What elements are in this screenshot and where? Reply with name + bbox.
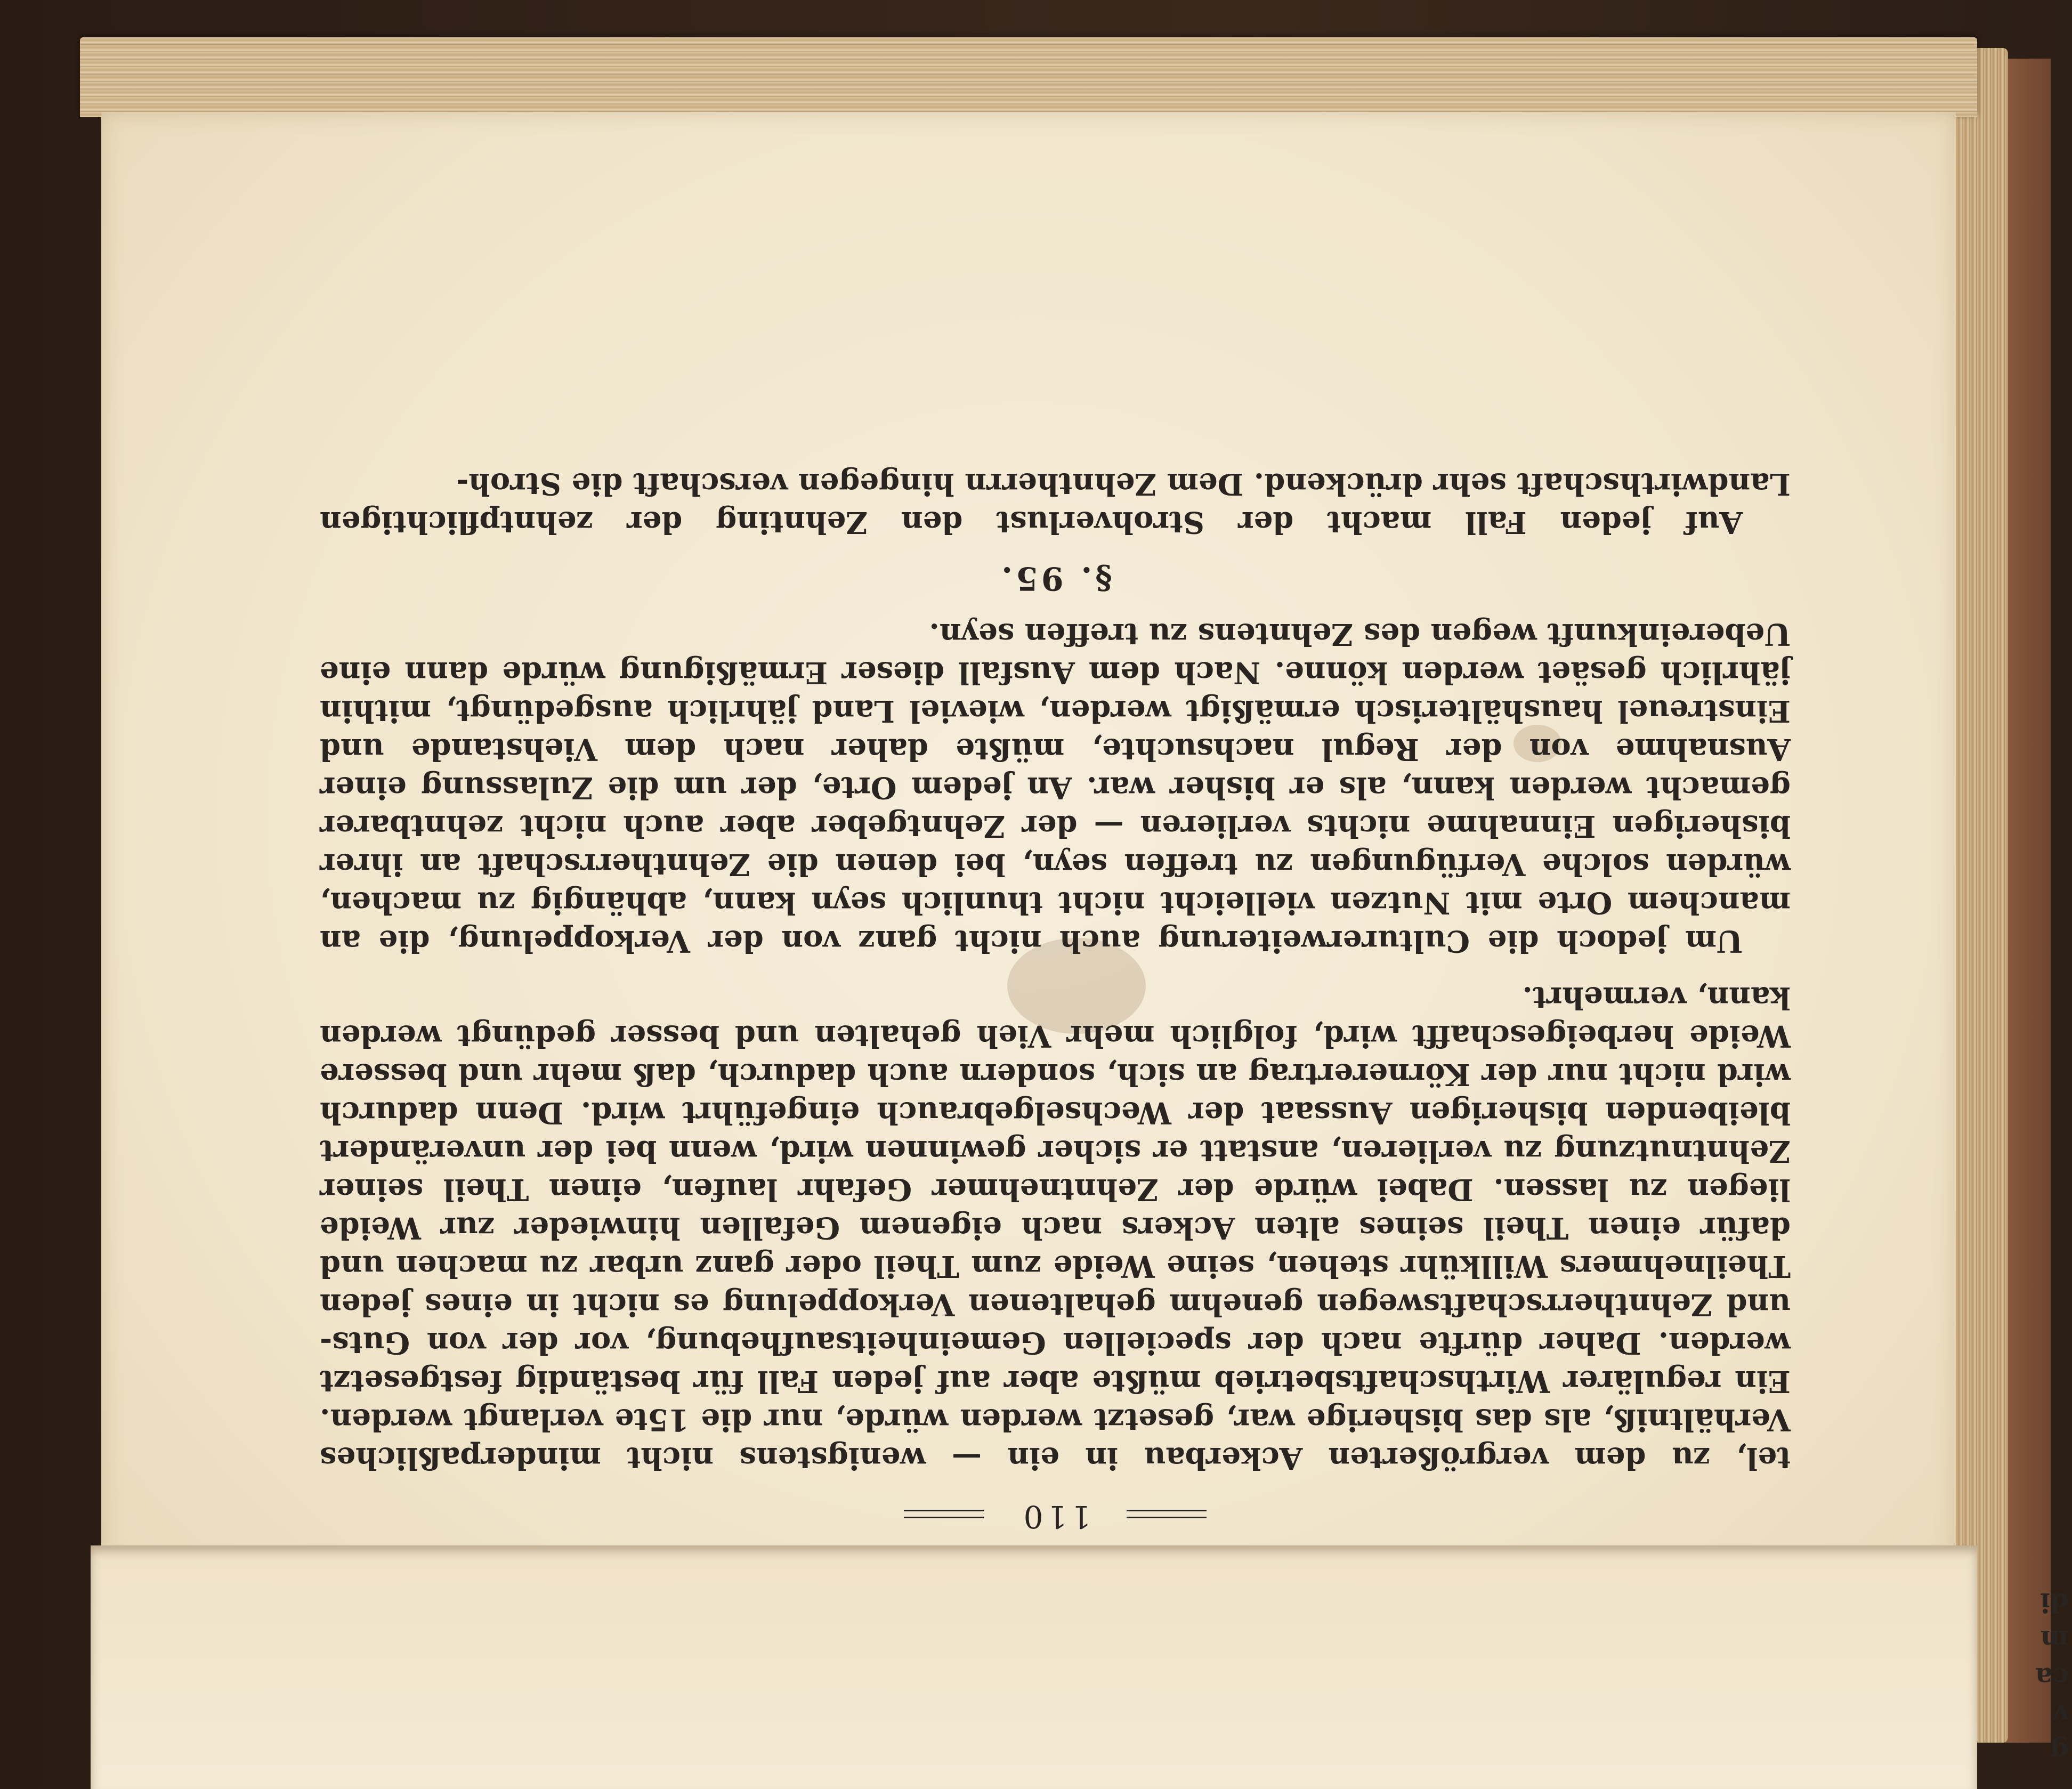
page-number: 110 [1019, 1499, 1091, 1535]
facing-fragment: v [2053, 1699, 2069, 1730]
paragraph-2: Um jedoch die Culturerweiterung auch nicht ganz von der Verkoppelung, die an manchem Orte mit Nutzen vielleicht nicht thunlich seyn kann, abhängig zu machen, würden solche Verfügungen zu treffen seyn, bei denen die Zehntherrschaft an ihrer bisherigen Einnahme nichts verlieren — der Zehntgeber aber auch nicht zehntbarer gemacht werden kann, als er bisher war. An jedem Orte, der um die Zulassung einer Ausnahme von der Regul nachsuchte, müßte daher nach dem Viehstande und Einstreuel haushälterisch ermäßigt werden, wieviel Land jährlich ausgedüngt, mithin jährlich gesäet werden könne. Nach dem Ausfall dieser Ermäßigung würde dann eine Uebereinkunft wegen des Zehntens zu treffen seyn. [320, 617, 1791, 959]
paragraph-3: Auf jeden Fall macht der Strohverlust den Zehnting der zehntpflichtigen Landwirthschaft sehr drückend. Dem Zehntherrn hingegen verschaft die Stroh- [320, 466, 1791, 540]
section-heading: §. 95. [998, 560, 1112, 597]
facing-fragment: m [2041, 1624, 2069, 1656]
facing-page [91, 1545, 1977, 1789]
page-header [320, 1499, 1791, 1535]
header-rule [904, 1510, 984, 1518]
facing-fragment: ca [2035, 1662, 2069, 1693]
facing-fragment: di [2040, 1587, 2069, 1618]
page-text-block [320, 416, 1791, 1535]
facing-fragment: g [2050, 1736, 2069, 1768]
page-edges-top [80, 37, 1977, 117]
page-edges-right [1949, 48, 2008, 1743]
paragraph-1: tel, zu dem vergrößerten Ackerbau in ein — wenigstens nicht minderpaßliches Verhältniß, als das bisherige war, gesetzt werden würde, nur die 15te verlangt werden. Ein regulärer Wirthschaftsbetrieb müßte aber auf jeden Fall für beständig festgesetzt werden. Daher dürfte nach der speciellen Gemeinheitsaufhebung, vor der von Guts- und Zehntherrschaftswegen genehm gehaltenen Verkoppelung es nicht in eines jeden Theilnehmers Willkühr stehen, seine Weide zum Theil oder ganz urbar zu machen und dafür einen Theil seines alten Ackers nach eigenem Gefallen hinwieder zur Weide liegen zu lassen. Dabei würde der Zehntnehmer Gefahr laufen, einen Theil seiner Zehntnutzung zu verlieren, anstatt er sicher gewinnen wird, wenn bei der unverändert bleibenden bisherigen Aussaat der Wechselgebrauch eingeführt wird. Denn dadurch wird nicht nur der Körnerertrag an sich, sondern auch dadurch, daß mehr und bessere Weide herbeigeschafft wird, folglich mehr Vieh gehalten und besser gedüngt werden kann, vermehrt. [320, 980, 1791, 1476]
book-cover-edge [2003, 59, 2051, 1743]
header-rule [1127, 1510, 1207, 1518]
